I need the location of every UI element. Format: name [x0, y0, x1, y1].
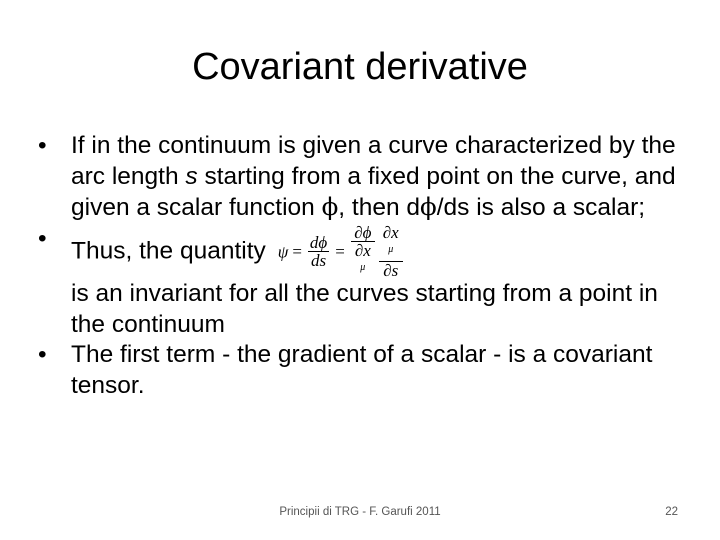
- arc-length-symbol: s: [185, 162, 198, 190]
- bullet-text: Thus, the quantity: [71, 236, 266, 264]
- formula-equals: =: [335, 241, 345, 261]
- formula-numerator: [379, 224, 403, 263]
- bullet-item-gradient: [38, 340, 698, 401]
- formula-equals: =: [292, 241, 302, 261]
- footer-text: Principii di TRG - F. Garufi 2011: [279, 506, 441, 518]
- formula-denominator: ∂s: [383, 261, 399, 281]
- formula-base: ∂x: [382, 222, 399, 242]
- slide-title: Covariant derivative: [192, 46, 528, 88]
- invariant-formula: [278, 224, 405, 280]
- bullet-dot: •: [38, 341, 47, 369]
- formula-psi: ψ: [277, 241, 289, 261]
- bullet-text: The first term - the gradient of a scalar - is a covariant tensor.: [71, 341, 653, 399]
- formula-base: ∂x: [354, 240, 371, 260]
- bullet-item-quantity: [38, 224, 698, 341]
- bullet-text: If in the continuum is given a curve characterized by the arc length: [71, 132, 676, 190]
- page-number: 22: [665, 506, 678, 518]
- bullet-item-curve: [38, 131, 698, 224]
- bullet-text: starting from a fixed point on the curve, and given a scalar function: [71, 162, 676, 221]
- formula-superscript: μ: [388, 243, 394, 255]
- bullet-dot: •: [38, 224, 47, 252]
- formula-fraction-tangent: [379, 224, 403, 280]
- bullet-text: /ds is also a scalar;: [436, 194, 646, 221]
- phi-symbol: ϕ: [321, 192, 339, 221]
- bullet-text: is an invariant for all the curves starting from a point in the continuum: [71, 280, 658, 338]
- formula-fraction-gradient: [351, 224, 375, 280]
- formula-denominator: [351, 242, 375, 280]
- formula-superscript: μ: [360, 261, 366, 273]
- bullet-text: , then d: [338, 194, 421, 221]
- formula-fraction-total: [308, 234, 329, 269]
- bullet-dot: •: [38, 132, 47, 159]
- formula-numerator: ∂ϕ: [351, 224, 375, 242]
- formula-denominator: ds: [311, 250, 327, 270]
- phi-symbol: ϕ: [420, 192, 437, 221]
- bullet-list: [38, 131, 698, 401]
- formula-numerator: dϕ: [309, 232, 328, 252]
